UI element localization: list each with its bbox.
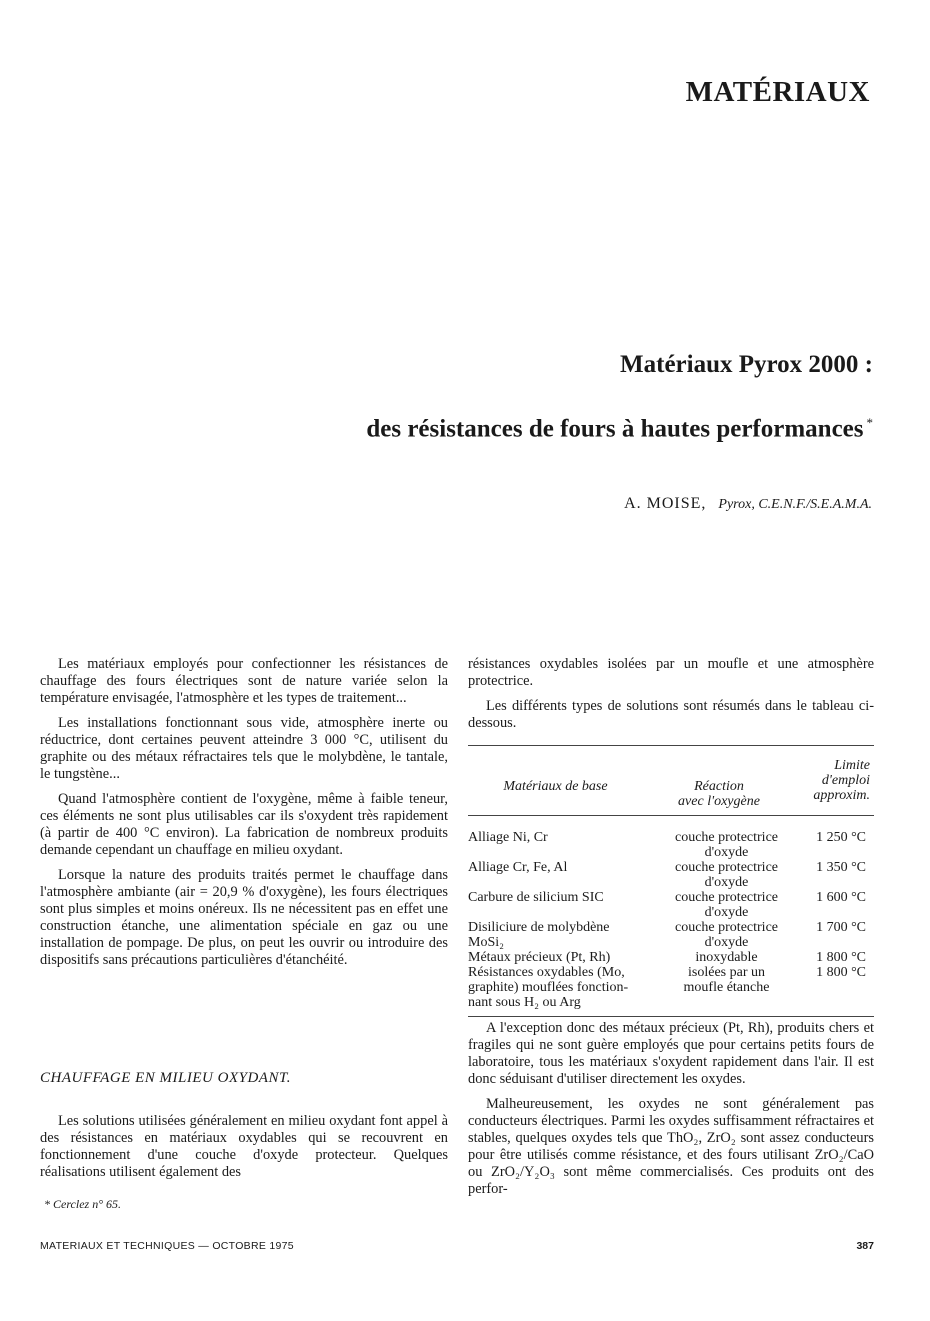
cell-reaction: couche protectrice <box>675 830 778 845</box>
cell-material: Alliage Cr, Fe, Al <box>468 860 568 875</box>
cell-limit <box>795 905 874 920</box>
cell-material <box>468 845 658 860</box>
cell-reaction: d'oxyde <box>704 845 749 860</box>
author-line <box>624 495 872 513</box>
cell-material: nant sous H₂ ou Arg <box>468 995 581 1010</box>
header-materials: Matériaux de base <box>503 779 608 794</box>
section-header: MATÉRIAUX <box>685 76 870 108</box>
cell-reaction: isolées par un <box>688 965 765 980</box>
cell-material <box>468 905 658 920</box>
paragraph: A l'exception donc des métaux précieux (Pt, Rh), produits chers et fragiles qui ne sont guère employés que pour certains petits fours de laboratoire, tous les matériaux s'oxydent rapidement dans l'air. Il est donc séduisant d'utiliser directement les oxydes. <box>468 1020 874 1087</box>
footnote: * Cerclez n° 65. <box>44 1197 122 1211</box>
article-title <box>0 348 873 446</box>
cell-limit <box>795 995 874 1010</box>
table-row <box>468 920 874 935</box>
cell-limit <box>795 845 874 860</box>
cell-limit: 1 250 °C <box>816 830 866 845</box>
table-row <box>468 995 874 1010</box>
cell-material: graphite) mouflées fonction- <box>468 980 629 995</box>
header-limit-line: d'emploi <box>821 773 870 788</box>
cell-limit: 1 350 °C <box>816 860 866 875</box>
table-bottom-rule <box>468 1016 874 1017</box>
header-reaction <box>643 758 795 809</box>
title-footnote-mark: * <box>866 415 873 430</box>
cell-reaction: d'oxyde <box>704 905 749 920</box>
paragraph: résistances oxydables isolées par un moufle et une atmosphère protectrice. <box>468 656 874 689</box>
table-row <box>468 950 874 965</box>
paragraph: Quand l'atmosphère contient de l'oxygène, même à faible teneur, ces éléments ne sont plus utilisables car ils s'oxydent très rapidement (à partir de 400 °C environ). La fabrication de nombreux produits demande cependant un chauffage en milieu oxydant. <box>40 791 448 858</box>
header-reaction-line: avec l'oxygène <box>678 794 760 809</box>
table-row <box>468 890 874 905</box>
table-row <box>468 875 874 890</box>
title-line-2 <box>0 406 873 446</box>
author-affiliation: Pyrox, C.E.N.F./S.E.A.M.A. <box>718 497 872 512</box>
cell-material: Carbure de silicium SIC <box>468 890 604 905</box>
header-limit <box>795 758 874 809</box>
cell-limit: 1 600 °C <box>816 890 866 905</box>
cell-reaction: moufle étanche <box>683 980 770 995</box>
cell-limit: 1 800 °C <box>816 965 866 980</box>
cell-limit <box>795 875 874 890</box>
journal-footer: MATERIAUX ET TECHNIQUES — OCTOBRE 1975 <box>40 1240 294 1252</box>
table-row <box>468 860 874 875</box>
cell-limit: 1 700 °C <box>816 920 866 935</box>
paragraph: Les installations fonctionnant sous vide, atmosphère inerte ou réductrice, dont certaines peuvent atteindre 3 000 °C, utilisent du graphite ou des métaux réfractaires tels que le molybdène, le tantale, le tungstène... <box>40 715 448 782</box>
cell-reaction: d'oxyde <box>704 875 749 890</box>
table-row <box>468 980 874 995</box>
cell-material: Alliage Ni, Cr <box>468 830 548 845</box>
right-column <box>468 656 874 740</box>
paragraph: Lorsque la nature des produits traités permet le chauffage dans l'atmosphère ambiante (air = 20,9 % d'oxygène), les fours électriques sont plus simples et moins onéreux. Ils ne nécessitent pas en effet une construction étanche, une alimentation spéciale en gaz ou une installation de pompage. De plus, on peut les ouvrir ou introduire des dispositifs sans précautions particulières d'étanchéité. <box>40 867 448 968</box>
cell-reaction: couche protectrice <box>675 890 778 905</box>
paragraph: Les matériaux employés pour confectionner les résistances de chauffage des fours électriques sont de nature variée selon la température envisagée, l'atmosphère et les types de traitement... <box>40 656 448 706</box>
cell-material: Résistances oxydables (Mo, <box>468 965 625 980</box>
table-header <box>468 746 874 815</box>
cell-limit <box>795 980 874 995</box>
title-line-2-text: des résistances de fours à hautes performances <box>366 415 864 443</box>
cell-reaction: couche protectrice <box>675 920 778 935</box>
cell-limit <box>795 935 874 950</box>
header-limit-line: Limite <box>834 758 870 773</box>
cell-reaction: couche protectrice <box>675 860 778 875</box>
cell-material: MoSi₂ <box>468 935 505 950</box>
header-limit-line: approxim. <box>813 788 870 803</box>
left-column <box>40 656 448 977</box>
table-row <box>468 830 874 845</box>
title-line-1: Matériaux Pyrox 2000 : <box>620 351 873 378</box>
paragraph: Les solutions utilisées généralement en milieu oxydant font appel à des résistances en matériaux oxydables qui se recouvrent en fonctionnement d'une couche d'oxyde protecteur. Quelques réalisations utilisent également des <box>40 1113 448 1180</box>
left-column-continued <box>40 1113 448 1189</box>
table-row <box>468 935 874 950</box>
materials-table <box>468 745 874 1017</box>
author-name: A. MOISE, <box>624 495 707 512</box>
cell-material: Métaux précieux (Pt, Rh) <box>468 950 611 965</box>
section-subheading: CHAUFFAGE EN MILIEU OXYDANT. <box>40 1070 291 1086</box>
paragraph: Les différents types de solutions sont résumés dans le tableau ci-dessous. <box>468 698 874 731</box>
cell-material: Disiliciure de molybdène <box>468 920 610 935</box>
right-column-after-table <box>468 1020 874 1206</box>
page-number: 387 <box>856 1240 874 1252</box>
cell-reaction: inoxydable <box>695 950 758 965</box>
paragraph: Malheureusement, les oxydes ne sont généralement pas conducteurs électriques. Parmi les oxydes suffisamment réfractaires et stables, quelques oxydes tels que ThO₂, ZrO₂ sont assez conducteurs pour être utilisés comme résistance, et des fours utilisant ZrO₂/CaO ou ZrO₂/Y₂O₃ sont même commercialisés. Ces produits ont des perfor- <box>468 1096 874 1197</box>
table-row <box>468 845 874 860</box>
cell-limit: 1 800 °C <box>816 950 866 965</box>
cell-reaction <box>658 995 795 1010</box>
cell-reaction: d'oxyde <box>704 935 749 950</box>
table-row <box>468 905 874 920</box>
cell-material <box>468 875 658 890</box>
header-reaction-line: Réaction <box>694 779 744 794</box>
table-row <box>468 965 874 980</box>
